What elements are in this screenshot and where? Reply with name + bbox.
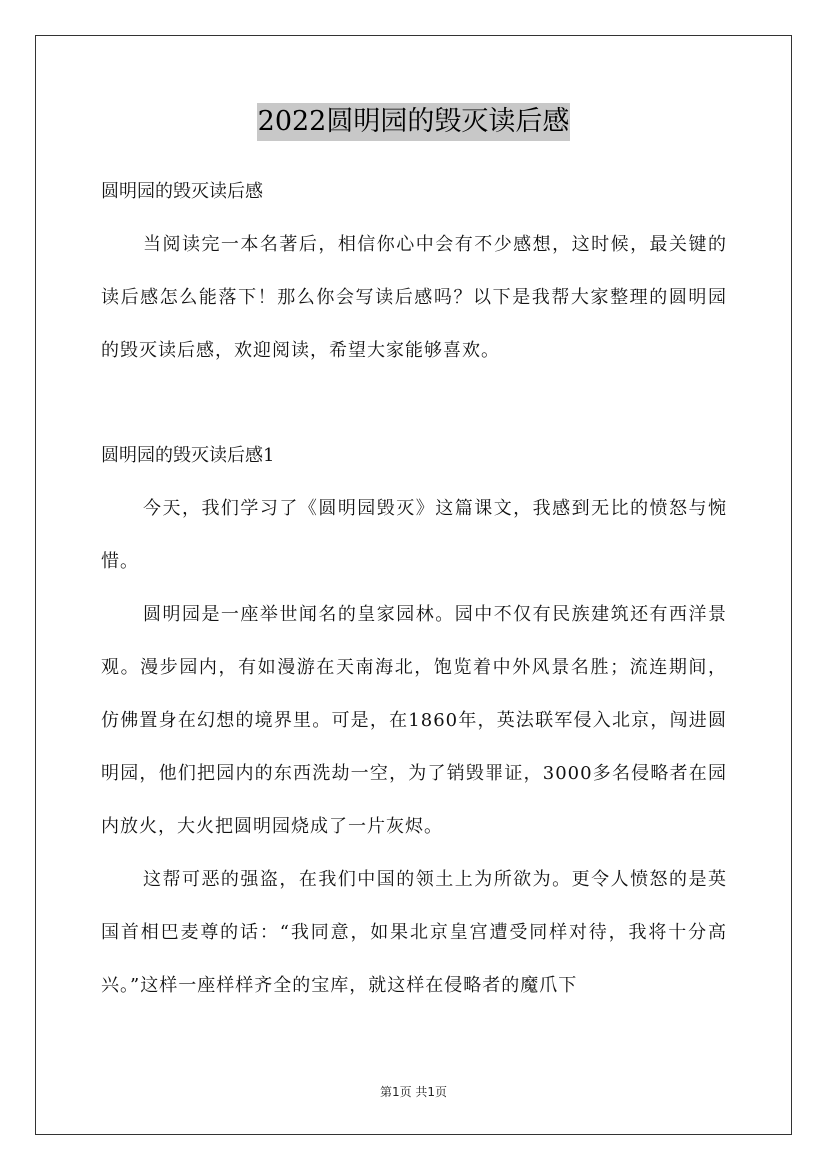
section-heading: 圆明园的毁灭读后感1 [101, 445, 275, 466]
intro-heading: 圆明园的毁灭读后感 [101, 181, 263, 202]
body-paragraph: 圆明园是一座举世闻名的皇家园林。园中不仅有民族建筑还有西洋景观。漫步园内，有如漫游在天南海北，饱览着中外风景名胜；流连期间，仿佛置身在幻想的境界里。可是，在1860年，英法联军侵入北京，闯进圆明园，他们把园内的东西洗劫一空，为了销毁罪证，3000多名侵略者在园内放火，大火把圆明园烧成了一片灰烬。 [101, 604, 727, 837]
title-container [0, 103, 827, 141]
body-paragraph: 今天，我们学习了《圆明园毁灭》这篇课文，我感到无比的愤怒与惋惜。 [101, 498, 727, 572]
document-body [101, 166, 727, 1012]
blank-line [101, 377, 727, 430]
intro-paragraph: 当阅读完一本名著后，相信你心中会有不少感想，这时候，最关键的读后感怎么能落下！那么你会写读后感吗？以下是我帮大家整理的圆明园的毁灭读后感，欢迎阅读，希望大家能够喜欢。 [101, 234, 727, 361]
document-title: 2022圆明园的毁灭读后感 [257, 103, 571, 141]
page-footer: 第1页 共1页 [379, 1085, 448, 1099]
body-paragraph: 这帮可恶的强盗，在我们中国的领土上为所欲为。更令人愤怒的是英国首相巴麦尊的话：“我同意，如果北京皇宫遭受同样对待，我将十分高兴。”这样一座样样齐全的宝库，就这样在侵略者的魔爪下 [101, 869, 727, 996]
